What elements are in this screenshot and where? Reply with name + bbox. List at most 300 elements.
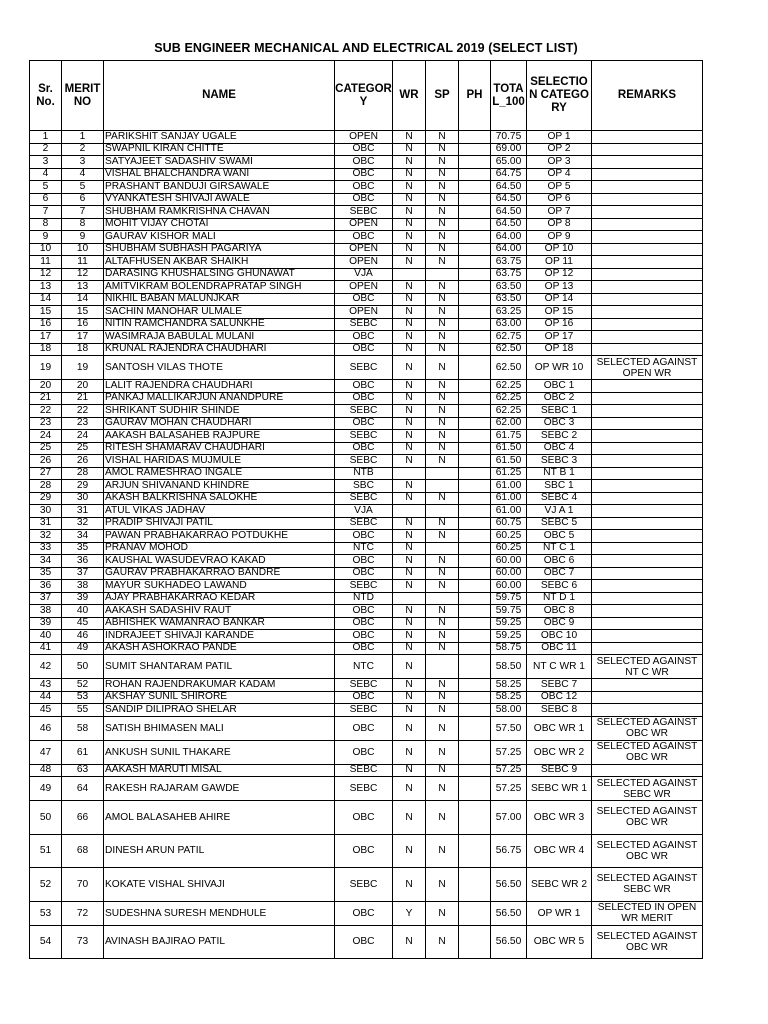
sp-cell: N [426,306,459,319]
sp-cell: N [426,356,459,380]
merit-cell: 55 [62,704,104,717]
total-cell: 56.50 [491,925,527,959]
category-cell: SEBC [335,868,393,902]
wr-cell: N [393,417,426,430]
ph-cell [459,925,491,959]
table-row [30,542,703,555]
table-row [30,356,703,380]
selection-category-cell: SEBC WR 1 [527,777,592,801]
name-cell: MOHIT VIJAY CHOTAI [104,218,335,231]
total-cell: 64.00 [491,243,527,256]
table-row [30,306,703,319]
table-row [30,318,703,331]
remarks-cell [592,679,703,692]
wr-cell: N [393,131,426,144]
wr-cell: N [393,834,426,868]
sp-cell: N [426,740,459,764]
sp-cell: N [426,343,459,356]
wr-cell: N [393,704,426,717]
selection-category-cell: OP 8 [527,218,592,231]
remarks-cell [592,168,703,181]
sr-cell: 35 [30,567,62,580]
merit-cell: 13 [62,281,104,294]
remarks-cell [592,231,703,244]
total-cell: 57.25 [491,777,527,801]
sr-cell: 37 [30,592,62,605]
merit-cell: 9 [62,231,104,244]
name-cell: SUMIT SHANTARAM PATIL [104,655,335,679]
sp-cell: N [426,442,459,455]
name-cell: RAKESH RAJARAM GAWDE [104,777,335,801]
ph-cell [459,306,491,319]
wr-cell: N [393,567,426,580]
sp-cell: N [426,517,459,530]
name-cell: SHUBHAM SUBHASH PAGARIYA [104,243,335,256]
wr-cell: N [393,679,426,692]
selection-category-cell: SEBC WR 2 [527,868,592,902]
sr-cell: 51 [30,834,62,868]
header-sr-no: Sr. No. [30,61,62,131]
select-list-table [29,60,703,959]
table-row [30,617,703,630]
name-cell: GAURAV KISHOR MALI [104,231,335,244]
remarks-cell [592,617,703,630]
selection-category-cell: OP 1 [527,131,592,144]
wr-cell: N [393,580,426,593]
table-row [30,430,703,443]
sr-cell: 7 [30,206,62,219]
name-cell: VISHAL HARIDAS MUJMULE [104,455,335,468]
sr-cell: 39 [30,617,62,630]
ph-cell [459,293,491,306]
sp-cell: N [426,417,459,430]
merit-cell: 36 [62,555,104,568]
wr-cell: N [393,343,426,356]
name-cell: DINESH ARUN PATIL [104,834,335,868]
total-cell: 64.50 [491,181,527,194]
name-cell: NITIN RAMCHANDRA SALUNKHE [104,318,335,331]
total-cell: 62.00 [491,417,527,430]
total-cell: 58.25 [491,679,527,692]
category-cell: SBC [335,480,393,493]
merit-cell: 66 [62,801,104,835]
table-row [30,256,703,269]
sr-cell: 41 [30,642,62,655]
remarks-cell [592,281,703,294]
wr-cell [393,467,426,480]
sr-cell: 20 [30,380,62,393]
name-cell: GAURAV PRABHAKARRAO BANDRE [104,567,335,580]
wr-cell [393,505,426,518]
remarks-cell [592,392,703,405]
merit-cell: 40 [62,605,104,618]
table-row [30,592,703,605]
name-cell: PARIKSHIT SANJAY UGALE [104,131,335,144]
sp-cell [426,480,459,493]
ph-cell [459,580,491,593]
category-cell: OPEN [335,243,393,256]
sp-cell: N [426,331,459,344]
total-cell: 56.50 [491,868,527,902]
wr-cell: N [393,430,426,443]
sr-cell: 10 [30,243,62,256]
ph-cell [459,642,491,655]
table-row [30,231,703,244]
remarks-cell: SELECTED AGAINST OBC WR [592,834,703,868]
name-cell: AMITVIKRAM BOLENDRAPRATAP SINGH [104,281,335,294]
category-cell: OBC [335,392,393,405]
name-cell: AAKASH BALASAHEB RAJPURE [104,430,335,443]
merit-cell: 58 [62,716,104,740]
merit-cell: 7 [62,206,104,219]
name-cell: SWAPNIL KIRAN CHITTE [104,143,335,156]
category-cell: OPEN [335,256,393,269]
wr-cell [393,268,426,281]
selection-category-cell: OBC 6 [527,555,592,568]
table-row [30,168,703,181]
ph-cell [459,231,491,244]
sp-cell [426,655,459,679]
sr-cell: 33 [30,542,62,555]
ph-cell [459,143,491,156]
remarks-cell [592,642,703,655]
remarks-cell [592,704,703,717]
total-cell: 58.25 [491,691,527,704]
name-cell: KOKATE VISHAL SHIVAJI [104,868,335,902]
name-cell: MAYUR SUKHADEO LAWAND [104,580,335,593]
table-row [30,655,703,679]
table-row [30,679,703,692]
ph-cell [459,480,491,493]
sp-cell: N [426,834,459,868]
total-cell: 61.00 [491,505,527,518]
ph-cell [459,380,491,393]
selection-category-cell: OP 3 [527,156,592,169]
sp-cell: N [426,243,459,256]
total-cell: 65.00 [491,156,527,169]
remarks-cell [592,256,703,269]
sp-cell: N [426,555,459,568]
selection-category-cell: OBC 3 [527,417,592,430]
wr-cell: N [393,193,426,206]
remarks-cell: SELECTED AGAINST OBC WR [592,801,703,835]
sr-cell: 44 [30,691,62,704]
table-row [30,243,703,256]
total-cell: 63.75 [491,256,527,269]
remarks-cell [592,605,703,618]
ph-cell [459,392,491,405]
sp-cell: N [426,405,459,418]
merit-cell: 29 [62,480,104,493]
name-cell: SANDIP DILIPRAO SHELAR [104,704,335,717]
total-cell: 58.00 [491,704,527,717]
remarks-cell [592,293,703,306]
ph-cell [459,740,491,764]
sr-cell: 12 [30,268,62,281]
sp-cell [426,268,459,281]
selection-category-cell: OBC WR 4 [527,834,592,868]
remarks-cell: SELECTED AGAINST SEBC WR [592,868,703,902]
merit-cell: 21 [62,392,104,405]
ph-cell [459,630,491,643]
ph-cell [459,168,491,181]
name-cell: GAURAV MOHAN CHAUDHARI [104,417,335,430]
remarks-cell [592,306,703,319]
total-cell: 60.25 [491,542,527,555]
merit-cell: 5 [62,181,104,194]
total-cell: 60.00 [491,567,527,580]
ph-cell [459,206,491,219]
wr-cell: Y [393,901,426,925]
selection-category-cell: NT D 1 [527,592,592,605]
merit-cell: 35 [62,542,104,555]
sp-cell: N [426,181,459,194]
table-row [30,716,703,740]
sp-cell [426,505,459,518]
ph-cell [459,467,491,480]
total-cell: 58.75 [491,642,527,655]
selection-category-cell: SEBC 3 [527,455,592,468]
sr-cell: 21 [30,392,62,405]
wr-cell: N [393,605,426,618]
remarks-cell [592,143,703,156]
sr-cell: 29 [30,492,62,505]
sp-cell: N [426,256,459,269]
table-row [30,218,703,231]
selection-category-cell: OBC 12 [527,691,592,704]
header-wr: WR [393,61,426,131]
sr-cell: 43 [30,679,62,692]
sp-cell: N [426,318,459,331]
total-cell: 58.50 [491,655,527,679]
selection-category-cell: OP 14 [527,293,592,306]
ph-cell [459,417,491,430]
ph-cell [459,243,491,256]
header-row [30,61,703,131]
table-row [30,417,703,430]
total-cell: 64.50 [491,206,527,219]
ph-cell [459,193,491,206]
sr-cell: 16 [30,318,62,331]
sr-cell: 40 [30,630,62,643]
table-row [30,156,703,169]
selection-category-cell: OP 10 [527,243,592,256]
table-row [30,901,703,925]
wr-cell: N [393,764,426,777]
total-cell: 70.75 [491,131,527,144]
sr-cell: 38 [30,605,62,618]
merit-cell: 26 [62,455,104,468]
wr-cell: N [393,492,426,505]
merit-cell: 20 [62,380,104,393]
sr-cell: 22 [30,405,62,418]
sp-cell: N [426,231,459,244]
ph-cell [459,764,491,777]
merit-cell: 6 [62,193,104,206]
ph-cell [459,442,491,455]
ph-cell [459,331,491,344]
selection-category-cell: OBC WR 5 [527,925,592,959]
total-cell: 63.50 [491,281,527,294]
remarks-cell: SELECTED AGAINST OBC WR [592,716,703,740]
sr-cell: 54 [30,925,62,959]
category-cell: OBC [335,417,393,430]
merit-cell: 64 [62,777,104,801]
merit-cell: 49 [62,642,104,655]
sr-cell: 50 [30,801,62,835]
total-cell: 64.50 [491,218,527,231]
sr-cell: 9 [30,231,62,244]
sp-cell: N [426,901,459,925]
selection-category-cell: OP 15 [527,306,592,319]
selection-category-cell: NT B 1 [527,467,592,480]
sr-cell: 1 [30,131,62,144]
sp-cell: N [426,168,459,181]
category-cell: SEBC [335,430,393,443]
merit-cell: 73 [62,925,104,959]
total-cell: 61.50 [491,442,527,455]
sp-cell: N [426,716,459,740]
category-cell: OBC [335,605,393,618]
category-cell: OBC [335,691,393,704]
category-cell: OPEN [335,281,393,294]
table-row [30,868,703,902]
wr-cell: N [393,293,426,306]
remarks-cell [592,580,703,593]
table-row [30,442,703,455]
wr-cell: N [393,517,426,530]
category-cell: NTD [335,592,393,605]
table-row [30,642,703,655]
category-cell: SEBC [335,517,393,530]
ph-cell [459,592,491,605]
selection-category-cell: OBC WR 2 [527,740,592,764]
sr-cell: 13 [30,281,62,294]
merit-cell: 22 [62,405,104,418]
sp-cell: N [426,925,459,959]
remarks-cell [592,630,703,643]
wr-cell: N [393,243,426,256]
name-cell: DARASING KHUSHALSING GHUNAWAT [104,268,335,281]
selection-category-cell: OBC 10 [527,630,592,643]
category-cell: NTC [335,542,393,555]
merit-cell: 19 [62,356,104,380]
selection-category-cell: OP 11 [527,256,592,269]
total-cell: 64.00 [491,231,527,244]
category-cell: SEBC [335,318,393,331]
category-cell: OBC [335,530,393,543]
remarks-cell [592,430,703,443]
category-cell: VJA [335,505,393,518]
total-cell: 62.50 [491,356,527,380]
sp-cell [426,467,459,480]
header-sp: SP [426,61,459,131]
name-cell: VISHAL BHALCHANDRA WANI [104,168,335,181]
total-cell: 61.00 [491,492,527,505]
total-cell: 63.25 [491,306,527,319]
ph-cell [459,868,491,902]
category-cell: OBC [335,740,393,764]
remarks-cell [592,218,703,231]
name-cell: SATYAJEET SADASHIV SWAMI [104,156,335,169]
name-cell: AAKASH SADASHIV RAUT [104,605,335,618]
remarks-cell [592,181,703,194]
remarks-cell [592,268,703,281]
merit-cell: 63 [62,764,104,777]
remarks-cell: SELECTED AGAINST NT C WR [592,655,703,679]
category-cell: OBC [335,834,393,868]
selection-category-cell: OP 18 [527,343,592,356]
remarks-cell [592,542,703,555]
table-row [30,143,703,156]
table-row [30,740,703,764]
wr-cell: N [393,256,426,269]
sr-cell: 6 [30,193,62,206]
remarks-cell [592,592,703,605]
selection-category-cell: OP WR 10 [527,356,592,380]
wr-cell: N [393,168,426,181]
category-cell: OBC [335,901,393,925]
remarks-cell [592,480,703,493]
selection-category-cell: OP 12 [527,268,592,281]
selection-category-cell: OP 2 [527,143,592,156]
sp-cell: N [426,642,459,655]
wr-cell: N [393,331,426,344]
category-cell: OBC [335,293,393,306]
table-row [30,268,703,281]
total-cell: 63.00 [491,318,527,331]
sp-cell: N [426,131,459,144]
sr-cell: 15 [30,306,62,319]
merit-cell: 18 [62,343,104,356]
remarks-cell [592,455,703,468]
sr-cell: 8 [30,218,62,231]
wr-cell: N [393,801,426,835]
wr-cell: N [393,218,426,231]
merit-cell: 50 [62,655,104,679]
name-cell: ABHISHEK WAMANRAO BANKAR [104,617,335,630]
remarks-cell: SELECTED AGAINST OPEN WR [592,356,703,380]
name-cell: PRANAV MOHOD [104,542,335,555]
name-cell: PANKAJ MALLIKARJUN ANANDPURE [104,392,335,405]
wr-cell: N [393,392,426,405]
total-cell: 62.75 [491,331,527,344]
table-row [30,925,703,959]
remarks-cell [592,492,703,505]
sr-cell: 52 [30,868,62,902]
merit-cell: 68 [62,834,104,868]
category-cell: SEBC [335,206,393,219]
name-cell: ANKUSH SUNIL THAKARE [104,740,335,764]
selection-category-cell: OP 4 [527,168,592,181]
name-cell: INDRAJEET SHIVAJI KARANDE [104,630,335,643]
table-row [30,691,703,704]
selection-category-cell: OBC 11 [527,642,592,655]
table-row [30,343,703,356]
name-cell: SACHIN MANOHAR ULMALE [104,306,335,319]
table-row [30,380,703,393]
table-row [30,455,703,468]
table-row [30,605,703,618]
merit-cell: 10 [62,243,104,256]
header-selection-category [527,61,592,131]
category-cell: OBC [335,181,393,194]
sp-cell: N [426,293,459,306]
selection-category-cell: SBC 1 [527,480,592,493]
selection-category-cell: SEBC 6 [527,580,592,593]
selection-category-cell: OBC 4 [527,442,592,455]
name-cell: KRUNAL RAJENDRA CHAUDHARI [104,343,335,356]
